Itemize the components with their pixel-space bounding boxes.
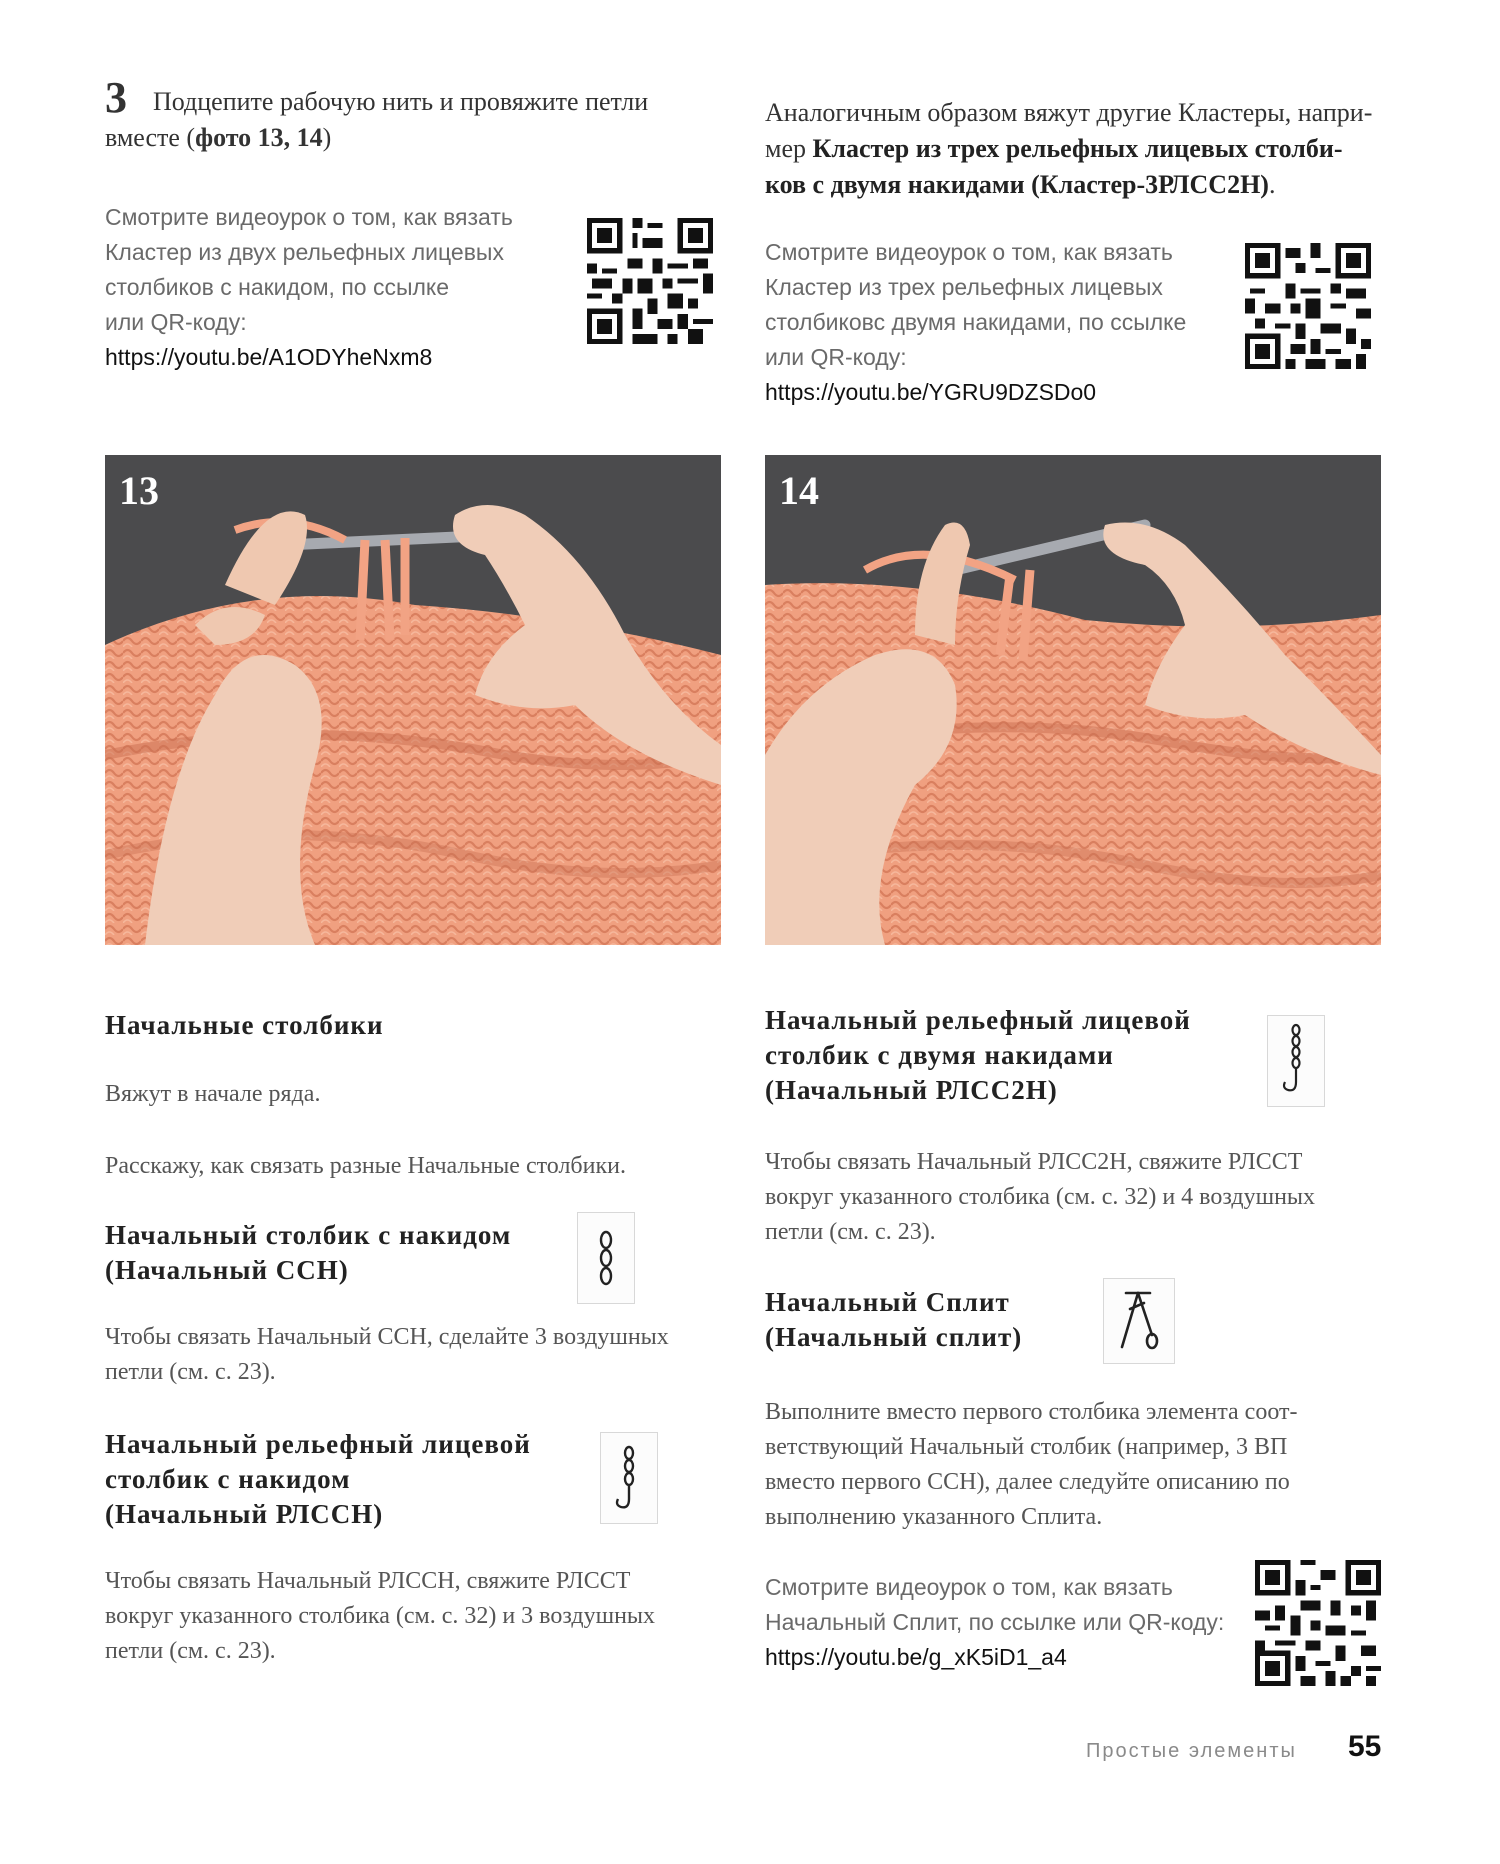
footer-section-label: Простые элементы: [1086, 1740, 1297, 1762]
video-line: столбиковс двумя накидами, по ссылке: [765, 309, 1187, 335]
video-line: или QR-коду:: [105, 309, 247, 335]
video-block-cluster3: [765, 235, 1205, 410]
title-line: Начальный Сплит: [765, 1287, 1010, 1317]
qr-code-icon[interactable]: [1245, 243, 1371, 369]
item-text-rlssn: [105, 1564, 655, 1669]
video-line: столбиков с накидом, по ссылке: [105, 274, 450, 300]
intro-bold: Кластер из трех рельефных лицевых столби-: [812, 134, 1343, 163]
step-text: Подцепите рабочую нить и провяжите петли вместе (: [105, 87, 649, 152]
relief-chain-4-symbol-icon: [1267, 1015, 1325, 1107]
video-line: или QR-коду:: [765, 344, 907, 370]
qr-code-icon[interactable]: [587, 218, 713, 344]
title-line: Начальный рельефный лицевой: [105, 1429, 531, 1459]
item-title-rlssn: [105, 1427, 531, 1532]
title-line: (Начальный сплит): [765, 1322, 1023, 1352]
title-line: (Начальный РЛССН): [105, 1499, 384, 1529]
step-3: [105, 73, 705, 156]
video-link[interactable]: https://youtu.be/g_xK5iD1_a4: [765, 1644, 1067, 1670]
item-text-split: [765, 1395, 1297, 1535]
title-line: Начальный рельефный лицевой: [765, 1005, 1191, 1035]
section-paragraph: Расскажу, как связать разные Начальные столбики.: [105, 1153, 626, 1179]
qr-code-icon[interactable]: [1255, 1560, 1381, 1686]
video-line: Начальный Сплит, по ссылке или QR-коду:: [765, 1609, 1225, 1635]
chain-3-symbol-icon: [577, 1212, 635, 1304]
video-line: Смотрите видеоурок о том, как вязать: [765, 239, 1173, 265]
text-line: выполнению указанного Сплита.: [765, 1504, 1103, 1530]
step-number: 3: [105, 73, 127, 122]
intro-line: [765, 131, 1395, 167]
text-line: Чтобы связать Начальный ССН, сделайте 3 воздушных: [105, 1324, 669, 1350]
step-close: ): [322, 123, 332, 152]
item-title-split: [765, 1285, 1022, 1355]
item-text-ccn: [105, 1320, 669, 1390]
item-title-ccn: [105, 1218, 511, 1288]
text-line: ветствующий Начальный столбик (например, 3 ВП: [765, 1434, 1288, 1460]
text-line: Чтобы связать Начальный РЛСС2Н, свяжите РЛССТ: [765, 1149, 1303, 1175]
title-line: (Начальный ССН): [105, 1255, 349, 1285]
item-text-rlss2n: [765, 1145, 1315, 1250]
intro-text: мер: [765, 134, 813, 163]
item-title-rlss2n: [765, 1003, 1191, 1108]
video-block-split: [765, 1570, 1245, 1675]
photo-number: 14: [779, 468, 819, 513]
intro-line: Аналогичным образом вяжут другие Кластеры, напри-: [765, 98, 1373, 127]
intro-paragraph: [765, 95, 1395, 203]
page-number: 55: [1348, 1730, 1382, 1763]
video-line: Смотрите видеоурок о том, как вязать: [105, 204, 513, 230]
text-line: вокруг указанного столбика (см. с. 32) и 4 воздушных: [765, 1184, 1316, 1210]
photo-14: [765, 455, 1381, 945]
text-line: петли (см. с. 23).: [105, 1359, 276, 1385]
intro-text: .: [1268, 170, 1276, 199]
title-line: столбик с двумя накидами: [765, 1040, 1114, 1070]
title-line: (Начальный РЛСС2Н): [765, 1075, 1058, 1105]
text-line: петли (см. с. 23).: [105, 1638, 276, 1664]
section-paragraph: Вяжут в начале ряда.: [105, 1081, 321, 1107]
photo-13: [105, 455, 721, 945]
text-line: петли (см. с. 23).: [765, 1219, 936, 1245]
video-link[interactable]: https://youtu.be/YGRU9DZSDo0: [765, 379, 1097, 405]
photo-reference: фото 13, 14: [195, 123, 323, 152]
video-line: Кластер из трех рельефных лицевых: [765, 274, 1163, 300]
title-line: столбик с накидом: [105, 1464, 351, 1494]
relief-chain-3-symbol-icon: [600, 1432, 658, 1524]
intro-line: [765, 167, 1395, 203]
text-line: Чтобы связать Начальный РЛССН, свяжите РЛССТ: [105, 1568, 631, 1594]
text-line: вокруг указанного столбика (см. с. 32) и 3 воздушных: [105, 1603, 656, 1629]
video-line: Кластер из двух рельефных лицевых: [105, 239, 504, 265]
section-title: Начальные столбики: [105, 1010, 384, 1040]
split-symbol-icon: [1103, 1278, 1175, 1364]
video-block-cluster2: [105, 200, 535, 375]
video-line: Смотрите видеоурок о том, как вязать: [765, 1574, 1173, 1600]
text-line: вместо первого ССН), далее следуйте описанию по: [765, 1469, 1290, 1495]
title-line: Начальный столбик с накидом: [105, 1220, 512, 1250]
intro-bold: ков с двумя накидами (Кластер-3РЛСС2Н): [765, 170, 1269, 199]
photo-number: 13: [119, 468, 159, 513]
text-line: Выполните вместо первого столбика элемента соот-: [765, 1399, 1298, 1425]
video-link[interactable]: https://youtu.be/A1ODYheNxm8: [105, 344, 433, 370]
